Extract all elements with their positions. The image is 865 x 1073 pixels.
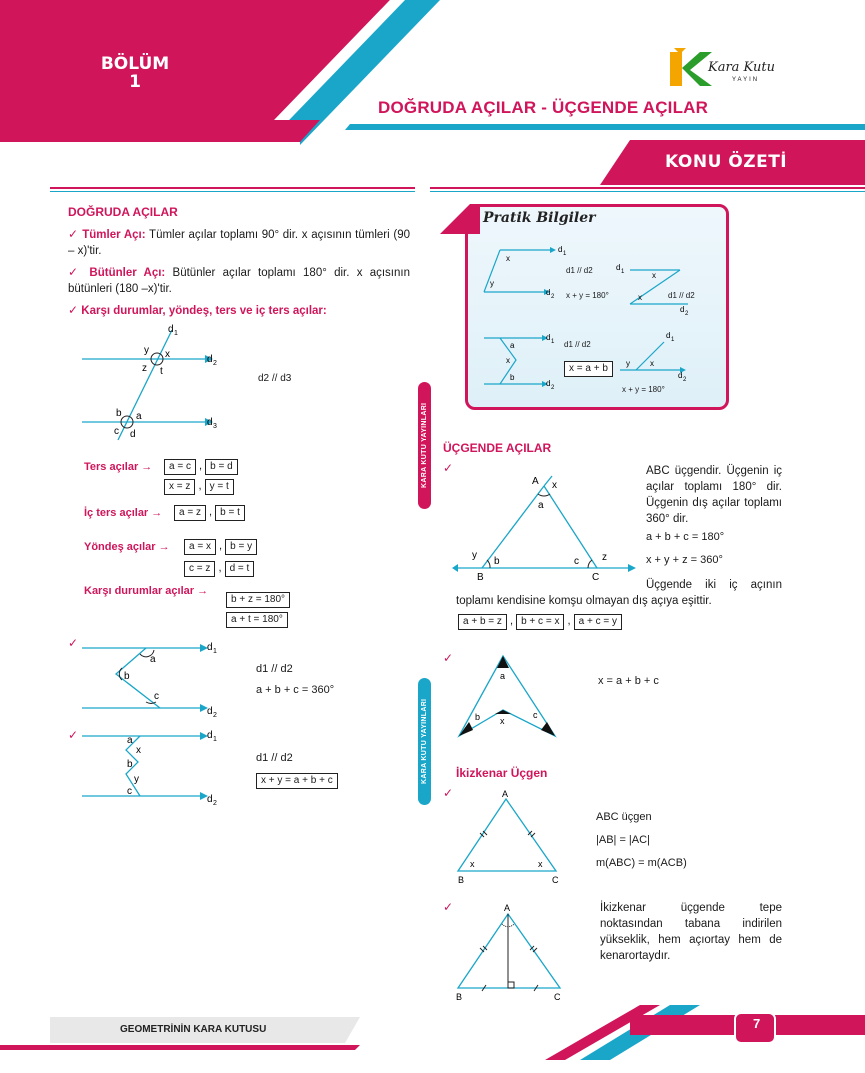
svg-text:2: 2	[685, 311, 689, 317]
check-icon: ✓	[443, 651, 454, 665]
arrowhead-figure	[455, 652, 565, 742]
svg-text:2: 2	[213, 712, 217, 719]
karsi-box-1: b + z = 180°	[226, 592, 290, 608]
svg-text:x: x	[638, 293, 642, 302]
svg-text:A: A	[502, 789, 509, 799]
ic-ters-box-2: b = t	[215, 505, 245, 521]
pratik-f3-par: d1 // d2	[564, 340, 591, 349]
svg-text:x: x	[136, 745, 141, 756]
logo-text	[708, 60, 775, 75]
check-icon: ✓	[443, 786, 454, 800]
pratik-f2-par: d1 // d2	[668, 291, 695, 300]
svg-text:a: a	[136, 411, 142, 422]
yondes-box-3: c = z	[184, 561, 215, 577]
svg-text:y: y	[472, 550, 477, 561]
isosceles-line3: m(ABC) = m(ACB)	[596, 857, 687, 869]
butunler-text: Bütünler açılar toplamı 180° dir. x açısının bütünleri (180 –x)'tir.	[68, 267, 410, 295]
svg-text:y: y	[134, 774, 139, 785]
svg-text:d: d	[207, 730, 213, 741]
svg-text:x: x	[470, 859, 475, 869]
pratik-f4-eq: x + y = 180°	[622, 385, 665, 394]
chapter-label	[85, 55, 185, 91]
ic-ters-box-1: a = z	[174, 505, 206, 521]
zigzag-figure	[80, 638, 230, 723]
svg-text:B: B	[458, 875, 465, 885]
pratik-f1-eq: x + y = 180°	[566, 291, 609, 300]
logo-name: Kara Kutu	[708, 60, 775, 75]
svg-text:x: x	[552, 480, 557, 491]
parallel-note: d2 // d3	[258, 373, 292, 384]
svg-text:2: 2	[683, 377, 687, 383]
section-heading-ucgende: ÜÇGENDE AÇILAR	[443, 441, 552, 455]
svg-text:d: d	[666, 331, 671, 340]
svg-text:z: z	[602, 552, 607, 563]
ic-ters-label: İç ters açılar →	[84, 507, 163, 519]
pratik-f3-box: x = a + b	[564, 361, 613, 377]
chapter-word: BÖLÜM	[100, 54, 170, 74]
svg-text:C: C	[592, 572, 600, 583]
ic-ters-boxes: a = z , b = t	[174, 505, 245, 521]
tumler-text: Tümler açılar toplamı 90° dir. x açısının tümleri (90 – x)'tir.	[68, 229, 410, 257]
svg-text:2: 2	[213, 800, 217, 807]
svg-text:A: A	[504, 903, 511, 913]
svg-text:1: 1	[213, 648, 217, 655]
ters-boxes-row1: a = c , b = d	[164, 459, 238, 475]
ext-box-2: b + c = x	[516, 614, 564, 630]
svg-text:c: c	[154, 691, 159, 702]
svg-text:b: b	[494, 556, 500, 567]
fig3-box: x + y = a + b + c	[256, 773, 338, 789]
footer-book-title: GEOMETRİNİN KARA KUTUSU	[120, 1024, 267, 1035]
check-icon: ✓	[443, 900, 454, 914]
ters-boxes-row2: x = z , y = t	[164, 479, 234, 495]
svg-text:y: y	[144, 345, 149, 356]
svg-text:A: A	[532, 476, 539, 487]
yondes-boxes-row2: c = z , d = t	[184, 561, 254, 577]
ters-box-4: y = t	[205, 479, 234, 495]
exterior-text	[456, 577, 782, 609]
svg-text:d: d	[680, 305, 685, 314]
svg-text:b: b	[510, 373, 515, 382]
svg-text:2: 2	[551, 294, 555, 300]
svg-text:z: z	[142, 363, 147, 374]
karsi-item	[68, 302, 410, 319]
svg-text:d: d	[168, 324, 174, 335]
isosceles-height-figure	[450, 900, 570, 1005]
tumler-label: Tümler Açı:	[82, 229, 146, 241]
exterior-boxes: a + b = z , b + c = x , a + c = y	[458, 614, 622, 630]
svg-text:d: d	[546, 379, 551, 388]
yondes-box-1: a = x	[184, 539, 216, 555]
side-tab-bottom: KARA KUTU YAYINLARI	[418, 678, 431, 805]
svg-text:d: d	[616, 263, 621, 272]
transversal-figure	[80, 322, 230, 442]
svg-text:1: 1	[551, 339, 555, 345]
footer-graphics	[0, 1005, 865, 1073]
triangle-eq2: x + y + z = 360°	[646, 554, 723, 566]
yondes-label: Yöndeş açılar →	[84, 541, 170, 553]
check-icon: ✓	[68, 728, 79, 742]
check-icon: ✓	[68, 227, 79, 241]
svg-text:d: d	[207, 417, 213, 428]
arrowhead-eq: x = a + b + c	[598, 675, 659, 687]
svg-text:1: 1	[671, 337, 675, 343]
ters-box-2: b = d	[205, 459, 238, 475]
svg-text:x: x	[506, 254, 510, 263]
ters-box-1: a = c	[164, 459, 196, 475]
triangle-text: ABC üçgendir. Üçgenin iç açılar toplamı 180° dir. Üçgenin dış açılar toplamı 360° dir.	[646, 465, 782, 525]
svg-text:x: x	[500, 716, 505, 726]
svg-text:c: c	[533, 710, 538, 720]
side-tab-top: KARA KUTU YAYINLARI	[418, 382, 431, 509]
svg-text:b: b	[124, 671, 130, 682]
svg-text:x: x	[652, 271, 656, 280]
page-number: 7	[753, 1016, 761, 1031]
fig3-box-wrap	[256, 773, 338, 789]
svg-text:d: d	[558, 245, 563, 254]
isosceles-heading: İkizkenar Üçgen	[456, 766, 548, 780]
svg-text:d: d	[130, 429, 136, 440]
check-icon: ✓	[68, 303, 79, 317]
svg-text:d: d	[207, 706, 213, 717]
svg-text:C: C	[554, 992, 561, 1002]
svg-text:c: c	[127, 786, 132, 797]
check-icon: ✓	[68, 636, 79, 650]
svg-text:a: a	[538, 500, 544, 511]
svg-text:C: C	[552, 875, 559, 885]
svg-text:c: c	[114, 426, 119, 437]
ters-box-3: x = z	[164, 479, 195, 495]
triangle-eq1: a + b + c = 180°	[646, 531, 725, 543]
check-icon: ✓	[68, 265, 83, 279]
karsi-heading: Karşı durumlar, yöndeş, ters ve iç ters açılar:	[81, 305, 327, 317]
pratik-title: Pratik Bilgiler	[483, 210, 596, 226]
svg-text:2: 2	[551, 385, 555, 391]
ters-label: Ters açılar →	[84, 461, 153, 473]
svg-text:d: d	[207, 354, 213, 365]
svg-text:a: a	[510, 341, 515, 350]
svg-text:b: b	[116, 408, 122, 419]
svg-text:x: x	[650, 359, 654, 368]
karsi-box-2: a + t = 180°	[226, 612, 288, 628]
svg-text:t: t	[160, 366, 163, 377]
fig2-parallel: d1 // d2	[256, 663, 293, 675]
svg-text:3: 3	[213, 423, 217, 430]
svg-text:1: 1	[213, 736, 217, 743]
fig2-equation: a + b + c = 360°	[256, 684, 335, 696]
svg-text:x: x	[165, 349, 170, 360]
logo-sub: YAYIN	[732, 77, 760, 83]
svg-text:y: y	[626, 359, 630, 368]
yondes-boxes-row1: a = x , b = y	[184, 539, 257, 555]
page-title: DOĞRUDA AÇILAR - ÜÇGENDE AÇILAR	[378, 98, 709, 117]
pratik-corner	[440, 204, 480, 234]
svg-text:x: x	[506, 356, 510, 365]
svg-text:c: c	[574, 556, 579, 567]
svg-text:x: x	[538, 859, 543, 869]
butunler-item	[68, 264, 410, 297]
svg-text:y: y	[490, 279, 494, 288]
svg-text:1: 1	[621, 269, 625, 275]
isosceles-figure	[450, 787, 570, 887]
triangle-figure	[452, 470, 642, 585]
isosceles-line2: |AB| = |AC|	[596, 834, 650, 846]
svg-text:B: B	[456, 992, 463, 1002]
section-heading-dogruda: DOĞRUDA AÇILAR	[68, 205, 178, 219]
isosceles-line1: ABC üçgen	[596, 811, 652, 823]
ext-box-1: a + b = z	[458, 614, 507, 630]
svg-text:d: d	[546, 333, 551, 342]
yondes-box-2: b = y	[225, 539, 257, 555]
svg-text:a: a	[500, 671, 506, 681]
ext-box-3: a + c = y	[574, 614, 622, 630]
multi-zigzag-figure	[80, 728, 230, 808]
svg-text:b: b	[127, 759, 133, 770]
chapter-number: 1	[129, 72, 141, 92]
svg-text:d: d	[546, 288, 551, 297]
svg-text:a: a	[127, 735, 133, 746]
svg-text:2: 2	[213, 360, 217, 367]
svg-text:1: 1	[563, 251, 567, 257]
svg-text:b: b	[475, 712, 481, 722]
karsi-boxes	[226, 589, 290, 629]
isosceles-text: İkizkenar üçgende tepe noktasından tabana indirilen yükseklik, hem açıortay hem de kenarortaydır.	[600, 902, 782, 962]
pratik-f3-box-wrap	[564, 358, 613, 377]
svg-text:d: d	[678, 371, 683, 380]
fig3-parallel: d1 // d2	[256, 752, 293, 764]
tumler-item	[68, 226, 410, 259]
svg-text:1: 1	[174, 330, 178, 337]
pratik-f1-par: d1 // d2	[566, 266, 593, 275]
yondes-box-4: d = t	[225, 561, 255, 577]
svg-text:d: d	[207, 642, 213, 653]
konu-ozeti: KONU ÖZETİ	[665, 152, 788, 172]
butunler-label: Bütünler Açı:	[89, 267, 166, 279]
logo-icon	[668, 48, 713, 90]
check-icon: ✓	[443, 461, 454, 475]
svg-text:B: B	[477, 572, 484, 583]
svg-text:d: d	[207, 794, 213, 805]
exterior-text-content: Üçgende iki iç açının toplamı kendisine komşu olmayan dış açıya eşittir.	[456, 579, 782, 607]
karsi-label: Karşı durumlar açılar →	[84, 585, 209, 597]
svg-text:a: a	[150, 654, 156, 665]
